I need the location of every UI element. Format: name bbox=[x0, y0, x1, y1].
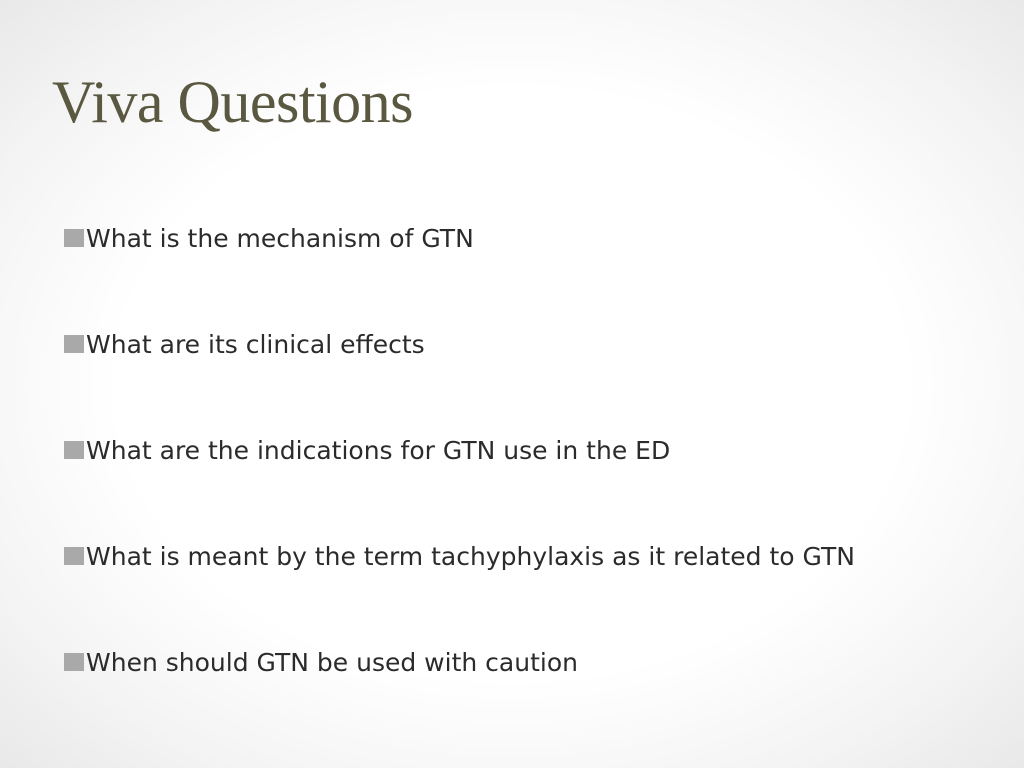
bullet-item bbox=[64, 536, 964, 576]
bullet-item bbox=[64, 324, 964, 364]
bullet-text: What is meant by the term tachyphylaxis as it related to GTN bbox=[86, 541, 855, 571]
bullet-text: What are its clinical effects bbox=[86, 329, 425, 359]
bullet-item bbox=[64, 430, 964, 470]
square-bullet-icon bbox=[64, 441, 84, 459]
bullet-text: What is the mechanism of GTN bbox=[86, 223, 474, 253]
bullet-text: When should GTN be used with caution bbox=[86, 647, 578, 677]
square-bullet-icon bbox=[64, 547, 84, 565]
square-bullet-icon bbox=[64, 229, 84, 247]
bullet-text: What are the indications for GTN use in the ED bbox=[86, 435, 671, 465]
bullet-item bbox=[64, 218, 964, 258]
bullet-list bbox=[64, 218, 964, 682]
square-bullet-icon bbox=[64, 653, 84, 671]
square-bullet-icon bbox=[64, 335, 84, 353]
bullet-item bbox=[64, 642, 964, 682]
slide-title: Viva Questions bbox=[52, 69, 414, 135]
